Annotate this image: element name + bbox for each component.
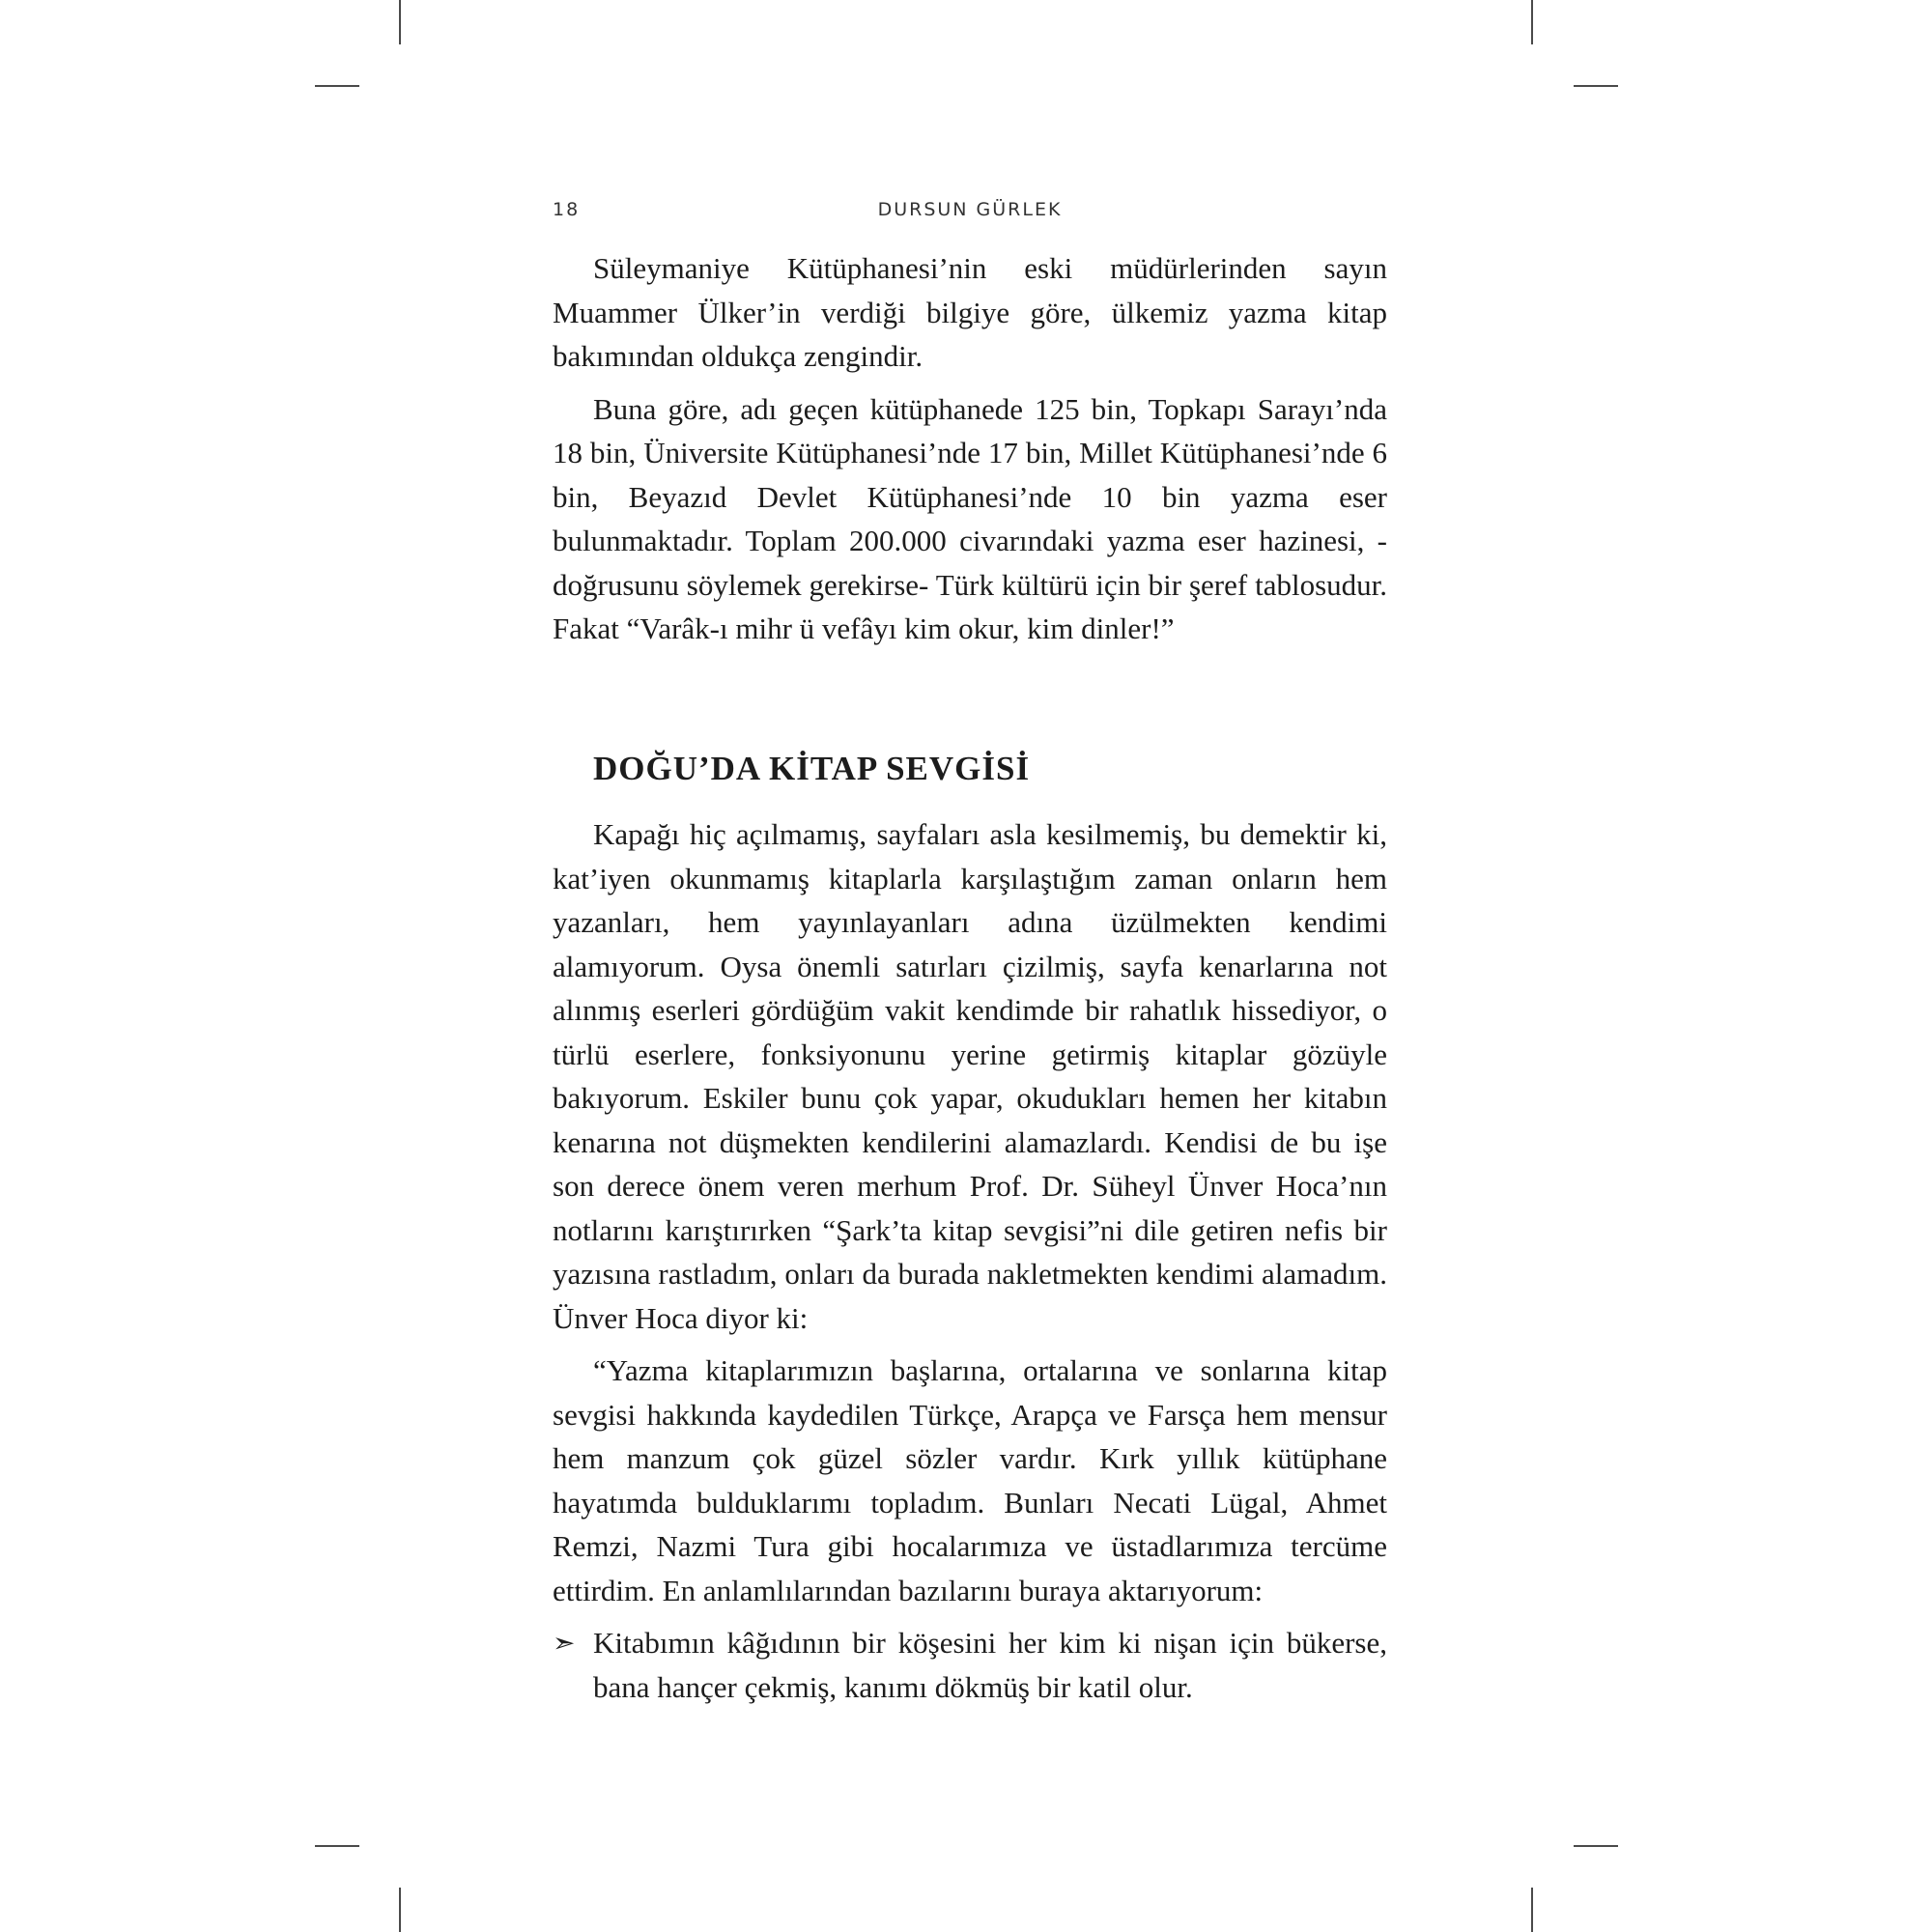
arrow-bullet-icon: ➣ <box>553 1627 576 1659</box>
crop-mark-top-right <box>1531 0 1533 44</box>
book-love-section <box>553 812 1387 1718</box>
crop-mark-left-top <box>315 85 359 87</box>
crop-mark-right-bottom <box>1574 1845 1618 1847</box>
crop-mark-right-top <box>1574 85 1618 87</box>
paragraph: Süleymaniye Kütüphanesi’nin eski müdürlerinden sayın Muammer Ülker’in verdiği bilgiye göre, ülkemiz yazma kitap bakımından oldukça zengindir. <box>553 251 1387 373</box>
crop-mark-left-bottom <box>315 1845 359 1847</box>
bullet-item <box>553 1621 1387 1709</box>
section-heading: DOĞU’DA KİTAP SEVGİSİ <box>593 750 1031 787</box>
author-name: DURSUN GÜRLEK <box>877 199 1063 220</box>
crop-mark-bottom-left <box>399 1888 401 1932</box>
crop-mark-top-left <box>399 0 401 44</box>
crop-mark-bottom-right <box>1531 1888 1533 1932</box>
page-number: 18 <box>553 199 581 220</box>
running-head <box>553 199 1387 228</box>
intro-section <box>553 246 1387 660</box>
bullet-text: Kitabımın kâğıdının bir köşesini her kim ki nişan için bükerse, bana hançer çekmiş, kanımı dökmüş bir katil olur. <box>593 1626 1387 1704</box>
paragraph: Kapağı hiç açılmamış, sayfaları asla kesilmemiş, bu demektir ki, kat’iyen okunmamış kitaplarla karşılaştığım zaman onların hem yazanları, hem yayınlayanları adına üzülmekten kendimi alamıyorum. Oysa önemli satırları çizilmiş, sayfa kenarlarına not alınmış eserleri gördüğüm vakit kendimde bir rahatlık hissediyor, o türlü eserlere, fonksiyonunu yerine getirmiş kitaplar gözüyle bakıyorum. Eskiler bunu çok yapar, okudukları hemen her kitabın kenarına not düşmekten kendilerini alamazlardı. Kendisi de bu işe son derece önem veren merhum Prof. Dr. Süheyl Ünver Hoca’nın notlarını karıştırırken “Şark’ta kitap sevgisi”ni dile getiren nefis bir yazısına rastladım, onları da burada nakletmekten kendimi alamadım. Ünver Hoca diyor ki: <box>553 817 1387 1335</box>
paragraph: “Yazma kitaplarımızın başlarına, ortalarına ve sonlarına kitap sevgisi hakkında kaydedilen Türkçe, Arapça ve Farsça hem mensur hem manzum çok güzel sözler vardır. Kırk yıllık kütüphane hayatımda bulduklarımı topladım. Bunları Necati Lügal, Ahmet Remzi, Nazmi Tura gibi hocalarımıza ve üstadlarımıza tercüme ettirdim. En anlamlılarından bazılarını buraya aktarıyorum: <box>553 1353 1387 1607</box>
paragraph: Buna göre, adı geçen kütüphanede 125 bin, Topkapı Sarayı’nda 18 bin, Üniversite Kütüphanesi’nde 17 bin, Millet Kütüphanesi’nde 6 bin, Beyazıd Devlet Kütüphanesi’nde 10 bin yazma eser bulunmaktadır. Toplam 200.000 civarındaki yazma eser hazinesi, -doğrusunu söylemek gerekirse- Türk kültürü için bir şeref tablosudur. Fakat “Varâk-ı mihr ü vefâyı kim okur, kim dinler!” <box>553 391 1387 645</box>
